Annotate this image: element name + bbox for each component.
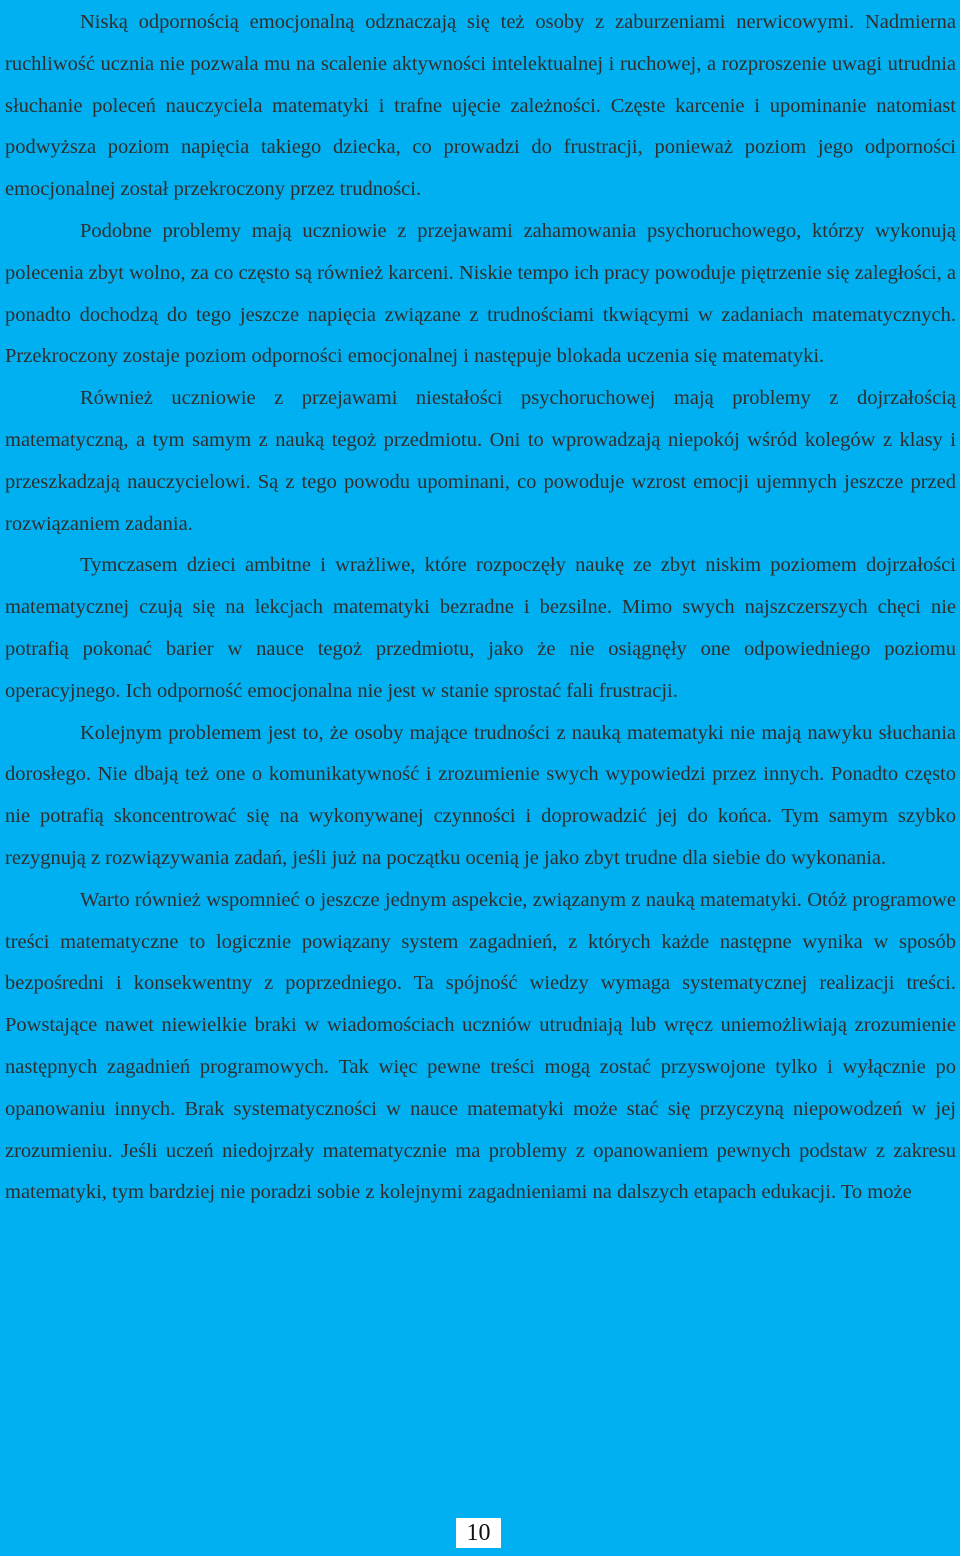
paragraph-2: Podobne problemy mają uczniowie z przejawami zahamowania psychoruchowego, którzy wykonują polecenia zbyt wolno, za co często są również karceni. Niskie tempo ich pracy powoduje piętrzenie się zaległości, a ponadto dochodzą do tego jeszcze napięcia związane z trudnościami tkwiącymi w zadaniach matematycznych. Przekroczony zostaje poziom odporności emocjonalnej i następuje blokada uczenia się matematyki. xyxy=(5,219,956,368)
paragraph-5: Kolejnym problemem jest to, że osoby mające trudności z nauką matematyki nie mają nawyku słuchania dorosłego. Nie dbają też one o komunikatywność i zrozumienie swych wypowiedzi przez innych. Ponadto często nie potrafią skoncentrować się na wykonywanej czynności i doprowadzić jej do końca. Tym samym szybko rezygnują z rozwiązywania zadań, jeśli już na początku ocenią je jako zbyt trudne dla siebie do wykonania. xyxy=(5,721,956,869)
paragraph-1: Niską odpornością emocjonalną odznaczają się też osoby z zaburzeniami nerwicowymi. Nadmierna ruchliwość ucznia nie pozwala mu na scalenie aktywności intelektualnej i ruchowej, a rozproszenie uwagi utrudnia słuchanie poleceń nauczyciela matematyki i trafne ujęcie zależności. Częste karcenie i upominanie natomiast podwyższa poziom napięcia takiego dziecka, co prowadzi do frustracji, ponieważ poziom jego odporności emocjonalnej został przekroczony przez trudności. xyxy=(5,11,956,201)
paragraph-6: Warto również wspomnieć o jeszcze jednym aspekcie, związanym z nauką matematyki. Otóż programowe treści matematyczne to logicznie powiązany system zagadnień, z których każde następne wynika w sposób bezpośredni i konsekwentny z poprzedniego. Ta spójność wiedzy wymaga systematycznej realizacji treści. Powstające nawet niewielkie braki w wiadomościach uczniów utrudniają lub wręcz uniemożliwiają zrozumienie następnych zagadnień programowych. Tak więc pewne treści mogą zostać przyswojone tylko i wyłącznie po opanowaniu innych. Brak systematyczności w nauce matematyki może stać się przyczyną niepowodzeń w jej zrozumieniu. Jeśli uczeń niedojrzały matematycznie ma problemy z opanowaniem pewnych podstaw z zakresu matematyki, tym bardziej nie poradzi sobie z kolejnymi zagadnieniami na dalszych etapach edukacji. To może xyxy=(5,888,956,1204)
paragraph-4: Tymczasem dzieci ambitne i wrażliwe, które rozpoczęły naukę ze zbyt niskim poziomem dojrzałości matematycznej czują się na lekcjach matematyki bezradne i bezsilne. Mimo swych najszczerszych chęci nie potrafią pokonać barier w nauce tegoż przedmiotu, jako że nie osiągnęły one odpowiedniego poziomu operacyjnego. Ich odporność emocjonalna nie jest w stanie sprostać fali frustracji. xyxy=(5,554,956,702)
document-page xyxy=(5,0,956,1556)
document-body xyxy=(5,2,956,1214)
page-number: 10 xyxy=(456,1518,501,1548)
paragraph-3: Również uczniowie z przejawami niestałości psychoruchowej mają problemy z dojrzałością matematyczną, a tym samym z nauką tegoż przedmiotu. Oni to wprowadzają niepokój wśród kolegów z klasy i przeszkadzają nauczycielowi. Są z tego powodu upominani, co powoduje wzrost emocji ujemnych jeszcze przed rozwiązaniem zadania. xyxy=(5,387,956,535)
